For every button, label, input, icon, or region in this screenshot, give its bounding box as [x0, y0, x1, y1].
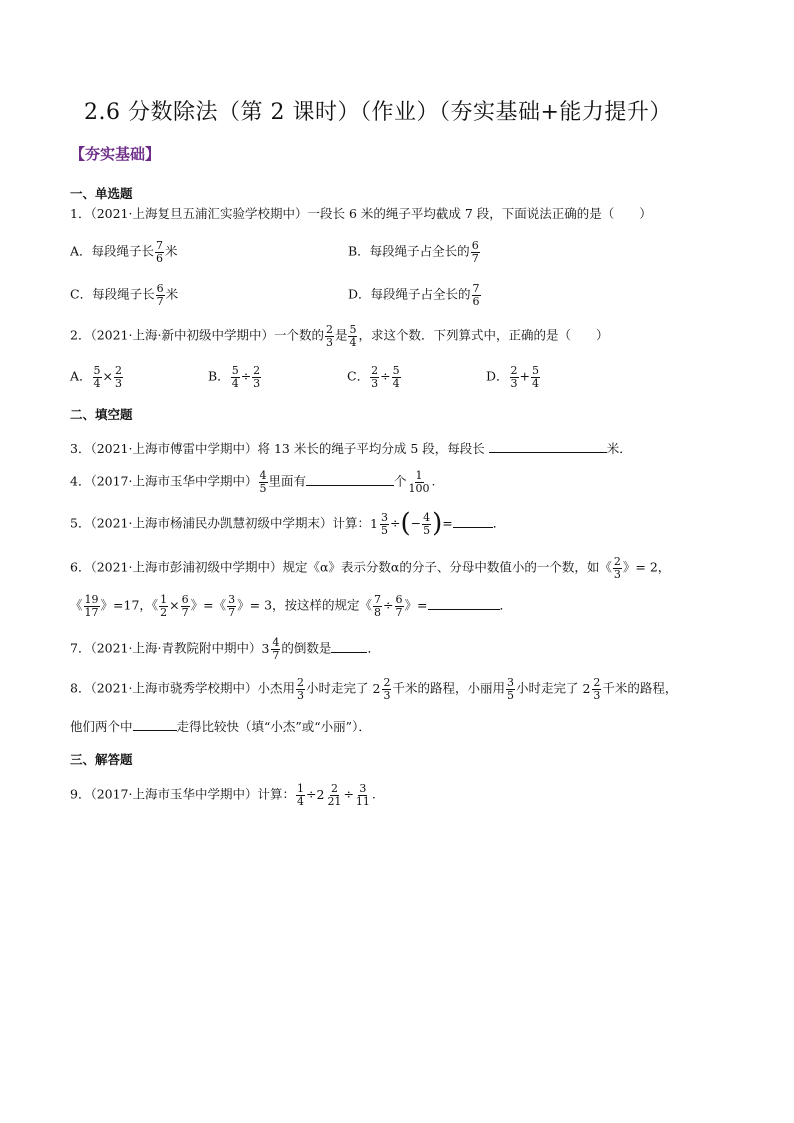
question-3: 3．（2021·上海市傅雷中学期中）将 13 米长的绳子平均分成 5 段，每段长 米． [70, 441, 632, 456]
option-text: A．每段绳子长 [70, 243, 155, 259]
question-2: 2．（2021·上海·新中初级中学期中）一个数的 $\frac{2}{3}$ 是 $\frac{5}{4}$ ，求这个数．下列算式中，正确的是（ ） [70, 323, 609, 349]
question-6-line-1: 6．（2021·上海市彭浦初级中学期中）规定《α》表示分数α的分子、分母中数值小的一个数，如《 $\frac{2}{3}$ 》= 2， [70, 555, 671, 581]
q1-option-d[interactable] [348, 283, 482, 307]
option-text: 米 [165, 286, 179, 302]
question-5: 5．（2021·上海市杨浦民办凯慧初级中学期末）计算： 1 $\frac{3}{5}$ ÷(− $\frac{4}{5}$ )= ． [70, 508, 506, 539]
section-tag: 【夯实基础】 [70, 145, 161, 163]
answer-blank[interactable] [133, 718, 177, 731]
answer-blank[interactable] [489, 440, 607, 453]
option-text: D．每段绳子占全长的 [348, 286, 471, 302]
section-heading-single-choice: 一、单选题 [70, 186, 133, 201]
question-9: 9．（2017·上海市玉华中学期中）计算： $\frac{1}{4}$ ÷ 2 $\frac{2}{21}$ ÷ $\frac{3}{11}$ . [70, 782, 376, 808]
q2-option-a[interactable]: A． $\frac{5}{4}$ × $\frac{2}{3}$ [70, 364, 123, 390]
question-1: 1．（2021·上海复旦五浦汇实验学校期中）一段长 6 米的绳子平均截成 7 段，下面说法正确的是（ ） [70, 206, 652, 221]
q2-option-b[interactable]: B． $\frac{5}{4}$ ÷ $\frac{2}{3}$ [208, 364, 261, 390]
section-heading-fill-in: 二、填空题 [70, 407, 133, 422]
fraction: $\frac{7}{6}$ [472, 282, 480, 308]
q1-option-a[interactable] [70, 240, 178, 264]
option-text: C．每段绳子长 [70, 286, 155, 302]
option-text: B．每段绳子占全长的 [348, 243, 470, 259]
question-4: 4．（2017·上海市玉华中学期中） $\frac{4}{5}$ 里面有 个 $\frac{1}{100}$ . [70, 469, 436, 495]
fraction: $\frac{6}{7}$ [471, 239, 479, 265]
question-6-line-2: 《 $\frac{19}{17}$ 》=17，《 $\frac{1}{2}$ × $\frac{6}{7}$ 》=《 $\frac{3}{7}$ 》= 3，按这样的规定《 $\frac{7}{8}$ ÷ $\frac{6}{7}$ 》= ． [70, 593, 513, 619]
answer-blank[interactable] [428, 597, 500, 610]
question-8-line-2: 他们两个中 走得比较快（填“小杰”或“小丽”）． [70, 719, 371, 734]
answer-blank[interactable] [306, 473, 394, 486]
q2-option-c[interactable]: C． $\frac{2}{3}$ ÷ $\frac{5}{4}$ [347, 364, 400, 390]
answer-blank[interactable] [453, 515, 493, 528]
q1-option-c[interactable] [70, 283, 178, 307]
page-title: 2.6 分数除法（第 2 课时）（作业）（夯实基础+能力提升） [84, 100, 672, 125]
fraction: $\frac{5}{4}$ [349, 323, 357, 349]
q1-option-b[interactable] [348, 240, 481, 264]
option-text: 米 [165, 243, 178, 259]
fraction: $\frac{7}{6}$ [156, 239, 164, 265]
fraction: $\frac{2}{3}$ [325, 323, 333, 349]
answer-blank[interactable] [331, 640, 367, 653]
question-7: 7．（2021·上海·青教院附中期中） 3 $\frac{4}{7}$ 的倒数是 ． [70, 636, 380, 662]
q2-option-d[interactable]: D． $\frac{2}{3}$ + $\frac{5}{4}$ [486, 364, 540, 390]
fraction: $\frac{6}{7}$ [156, 282, 164, 308]
section-heading-answer: 三、解答题 [70, 752, 133, 767]
question-8-line-1: 8．（2021·上海市骁秀学校期中）小杰用 $\frac{2}{3}$ 小时走完了 2 $\frac{2}{3}$ 千米的路程，小丽用 $\frac{3}{5}$ 小时走完了 2 $\frac{2}{3}$ 千米的路程， [70, 676, 678, 702]
